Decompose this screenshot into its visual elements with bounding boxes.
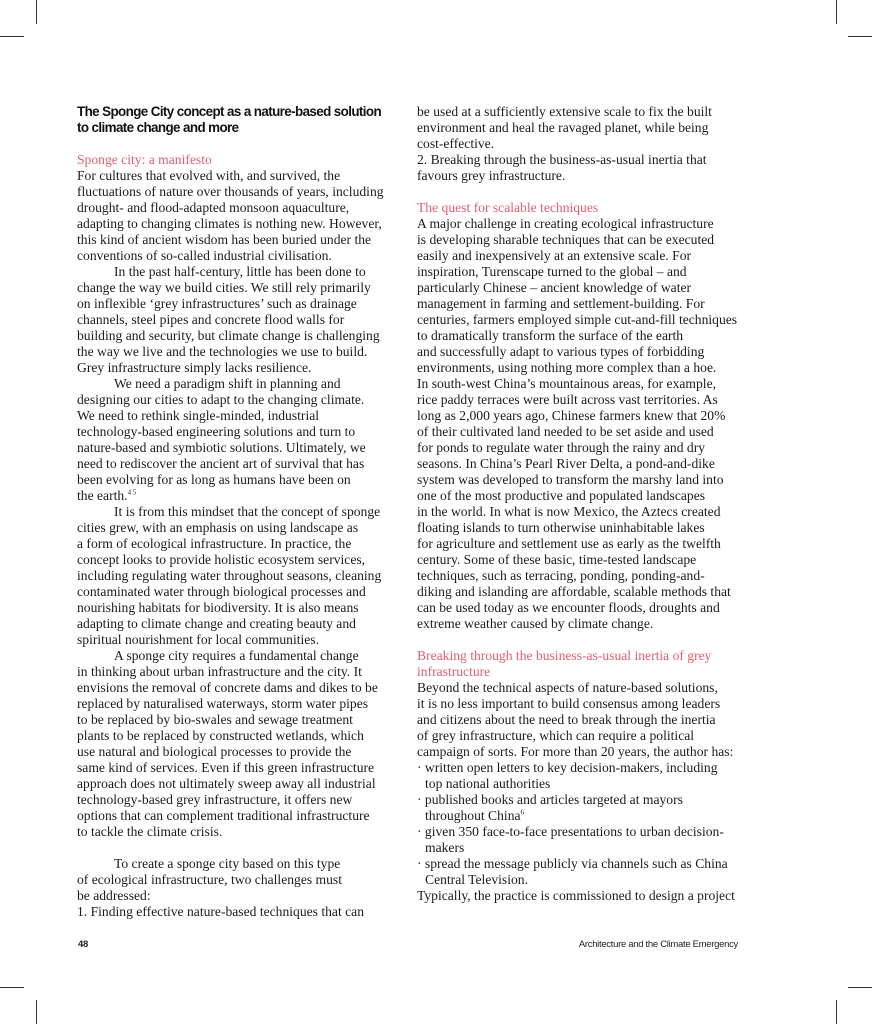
spacer xyxy=(417,632,752,648)
paragraph-half-century xyxy=(77,264,395,376)
text-line: cities grew, with an emphasis on using landscape as xyxy=(77,520,359,535)
text-line: approach does not ultimately sweep away all industrial xyxy=(77,776,376,791)
title-line: The Sponge City concept as a nature-based solution xyxy=(77,104,382,119)
crop-mark xyxy=(36,1000,37,1024)
section-heading-inertia xyxy=(417,648,752,680)
text-line: nourishing habitats for biodiversity. It is also means xyxy=(77,600,359,615)
text-line: It is from this mindset that the concept of sponge xyxy=(114,504,381,519)
crop-mark xyxy=(36,0,37,24)
text-line: adapting to climate change and creating beauty and xyxy=(77,616,356,631)
text-line: techniques, such as terracing, ponding, ponding-and- xyxy=(417,568,705,583)
text-line: rice paddy terraces were built across vast territories. As xyxy=(417,392,718,407)
text-line: centuries, farmers employed simple cut-and-fill techniques xyxy=(417,312,738,327)
text-line: contaminated water through biological processes and xyxy=(77,584,366,599)
heading-line: Breaking through the business-as-usual inertia of grey xyxy=(417,648,712,663)
footnote-ref: 6 xyxy=(520,808,525,817)
text-line: top national authorities xyxy=(425,776,551,791)
text-line: seasons. In China’s Pearl River Delta, a pond-and-dike xyxy=(417,456,715,471)
text-line: and successfully adapt to various types of forbidding xyxy=(417,344,705,359)
text-line: Typically, the practice is commissioned to design a project xyxy=(417,888,735,903)
footnote-ref: 4 5 xyxy=(127,488,137,497)
text-line: 1. Finding effective nature-based techniques that can xyxy=(77,904,365,919)
heading-line: infrastructure xyxy=(417,664,491,679)
text-line: be used at a sufficiently extensive scale to fix the built xyxy=(417,104,712,119)
text-line: can be used today as we encounter floods, droughts and xyxy=(417,600,720,615)
text-line: to be replaced by bio-swales and sewage treatment xyxy=(77,712,353,727)
text-line: Grey infrastructure simply lacks resilience. xyxy=(77,360,312,375)
text-line: environment and heal the ravaged planet, while being xyxy=(417,120,709,135)
text-line: this kind of ancient wisdom has been buried under the xyxy=(77,232,372,247)
text-line: is developing sharable techniques that can be executed xyxy=(417,232,715,247)
text-line: · given 350 face-to-face presentations to urban decision- xyxy=(417,824,724,839)
text-line: for agriculture and settlement use as early as the twelfth xyxy=(417,536,721,551)
text-line: plants to be replaced by constructed wetlands, which xyxy=(77,728,364,743)
list-item xyxy=(417,792,752,824)
text-line: of their cultivated land needed to be set aside and used xyxy=(417,424,714,439)
text-fragment: throughout China xyxy=(425,808,521,823)
list-item xyxy=(417,856,752,888)
section-heading-scalable-techniques: The quest for scalable techniques xyxy=(417,200,599,215)
crop-mark xyxy=(848,987,872,988)
list-item xyxy=(417,760,752,792)
text-line: campaign of sorts. For more than 20 years, the author has: xyxy=(417,744,734,759)
text-line: century. Some of these basic, time-tested landscape xyxy=(417,552,697,567)
text-line: it is no less important to build consensus among leaders xyxy=(417,696,721,711)
left-column xyxy=(77,104,395,920)
text-line: technology-based grey infrastructure, it offers new xyxy=(77,792,353,807)
spacer xyxy=(77,840,395,856)
text-line: been evolving for as long as humans have been on xyxy=(77,472,351,487)
text-line: cost-effective. xyxy=(417,136,495,151)
crop-mark xyxy=(848,36,872,37)
text-line: in the world. In what is now Mexico, the Aztecs created xyxy=(417,504,721,519)
text-line: in thinking about urban infrastructure and the city. It xyxy=(77,664,362,679)
paragraph-continued xyxy=(417,104,752,184)
text-line: A sponge city requires a fundamental change xyxy=(114,648,359,663)
text-line: and citizens about the need to break through the inertia xyxy=(417,712,716,727)
list-item xyxy=(417,824,752,856)
text-line: be addressed: xyxy=(77,888,151,903)
running-footer-title: Architecture and the Climate Emergency xyxy=(578,939,738,950)
text-line: adapting to changing climates is nothing new. However, xyxy=(77,216,382,231)
text-line: need to rediscover the ancient art of survival that has xyxy=(77,456,365,471)
text-line: conventions of so-called industrial civilisation. xyxy=(77,248,332,263)
text-line: change the way we build cities. We still rely primarily xyxy=(77,280,371,295)
text-line: To create a sponge city based on this type xyxy=(114,856,341,871)
text-line: inspiration, Turenscape turned to the global – and xyxy=(417,264,687,279)
text-line: options that can complement traditional infrastructure xyxy=(77,808,370,823)
crop-mark xyxy=(836,1000,837,1024)
text-line: · spread the message publicly via channels such as China xyxy=(417,856,728,871)
text-line: one of the most productive and populated landscapes xyxy=(417,488,706,503)
text-line: A major challenge in creating ecological infrastructure xyxy=(417,216,714,231)
text-line: to tackle the climate crisis. xyxy=(77,824,223,839)
title-line: to climate change and more xyxy=(77,120,239,135)
text-line: system was developed to transform the marshy land into xyxy=(417,472,724,487)
spacer xyxy=(417,184,752,200)
paragraph-paradigm-shift xyxy=(77,376,395,504)
text-line: to dramatically transform the surface of the earth xyxy=(417,328,684,343)
text-line: management in farming and settlement-building. For xyxy=(417,296,705,311)
text-line: We need to rethink single-minded, industrial xyxy=(77,408,320,423)
text-line: For cultures that evolved with, and survived, the xyxy=(77,168,341,183)
paragraph-intro xyxy=(77,168,395,264)
page-number: 48 xyxy=(78,939,88,950)
bullet-list xyxy=(417,760,752,888)
text-line: nature-based and symbiotic solutions. Ultimately, we xyxy=(77,440,366,455)
text-line: long as 2,000 years ago, Chinese farmers knew that 20% xyxy=(417,408,726,423)
text-line: of ecological infrastructure, two challenges must xyxy=(77,872,342,887)
text-line: technology-based engineering solutions and turn to xyxy=(77,424,356,439)
text-line: Central Television. xyxy=(425,872,528,887)
text-fragment: the earth. xyxy=(77,488,128,503)
paragraph-mindset xyxy=(77,504,395,648)
text-line: spiritual nourishment for local communities. xyxy=(77,632,319,647)
right-column xyxy=(417,104,752,904)
section-heading-manifesto: Sponge city: a manifesto xyxy=(77,152,212,167)
article-title xyxy=(77,104,395,136)
text-line: In the past half-century, little has been done to xyxy=(114,264,366,279)
text-line: use natural and biological processes to provide the xyxy=(77,744,352,759)
crop-mark xyxy=(0,36,24,37)
crop-mark xyxy=(836,0,837,24)
text-line: extreme weather caused by climate change. xyxy=(417,616,654,631)
text-line: Beyond the technical aspects of nature-based solutions, xyxy=(417,680,718,695)
text-line: of grey infrastructure, which can require a political xyxy=(417,728,695,743)
text-line xyxy=(417,808,752,824)
text-line: 2. Breaking through the business-as-usual inertia that xyxy=(417,152,707,167)
paragraph-scalable-techniques xyxy=(417,216,752,632)
text-line: on inflexible ‘grey infrastructures’ such as drainage xyxy=(77,296,357,311)
text-line: environments, using nothing more complex than a hoe. xyxy=(417,360,717,375)
text-line: for ponds to regulate water through the rainy and dry xyxy=(417,440,706,455)
text-line: designing our cities to adapt to the changing climate. xyxy=(77,392,365,407)
text-line xyxy=(77,488,395,504)
text-line: the way we live and the technologies we use to build. xyxy=(77,344,368,359)
text-line: replaced by naturalised waterways, storm water pipes xyxy=(77,696,369,711)
text-line: building and security, but climate change is challenging xyxy=(77,328,380,343)
paragraph-fundamental-change xyxy=(77,648,395,840)
text-line: concept looks to provide holistic ecosystem services, xyxy=(77,552,366,567)
text-line: · written open letters to key decision-makers, including xyxy=(417,760,718,775)
paragraph-two-challenges xyxy=(77,856,395,920)
text-line: including regulating water throughout seasons, cleaning xyxy=(77,568,382,583)
text-line: envisions the removal of concrete dams and dikes to be xyxy=(77,680,378,695)
text-line: particularly Chinese – ancient knowledge of water xyxy=(417,280,692,295)
text-line: drought- and flood-adapted monsoon aquaculture, xyxy=(77,200,350,215)
crop-mark xyxy=(0,987,24,988)
text-line: a form of ecological infrastructure. In practice, the xyxy=(77,536,352,551)
text-line: · published books and articles targeted at mayors xyxy=(417,792,683,807)
text-line: same kind of services. Even if this green infrastructure xyxy=(77,760,375,775)
text-line: floating islands to turn otherwise uninhabitable lakes xyxy=(417,520,705,535)
text-line: favours grey infrastructure. xyxy=(417,168,566,183)
text-line: In south-west China’s mountainous areas, for example, xyxy=(417,376,716,391)
text-line: makers xyxy=(425,840,465,855)
text-line: We need a paradigm shift in planning and xyxy=(114,376,341,391)
text-line: fluctuations of nature over thousands of years, including xyxy=(77,184,384,199)
text-line: easily and inexpensively at an extensive scale. For xyxy=(417,248,692,263)
text-line: channels, steel pipes and concrete flood walls for xyxy=(77,312,345,327)
paragraph-inertia xyxy=(417,680,752,760)
text-line: diking and islanding are affordable, scalable methods that xyxy=(417,584,731,599)
